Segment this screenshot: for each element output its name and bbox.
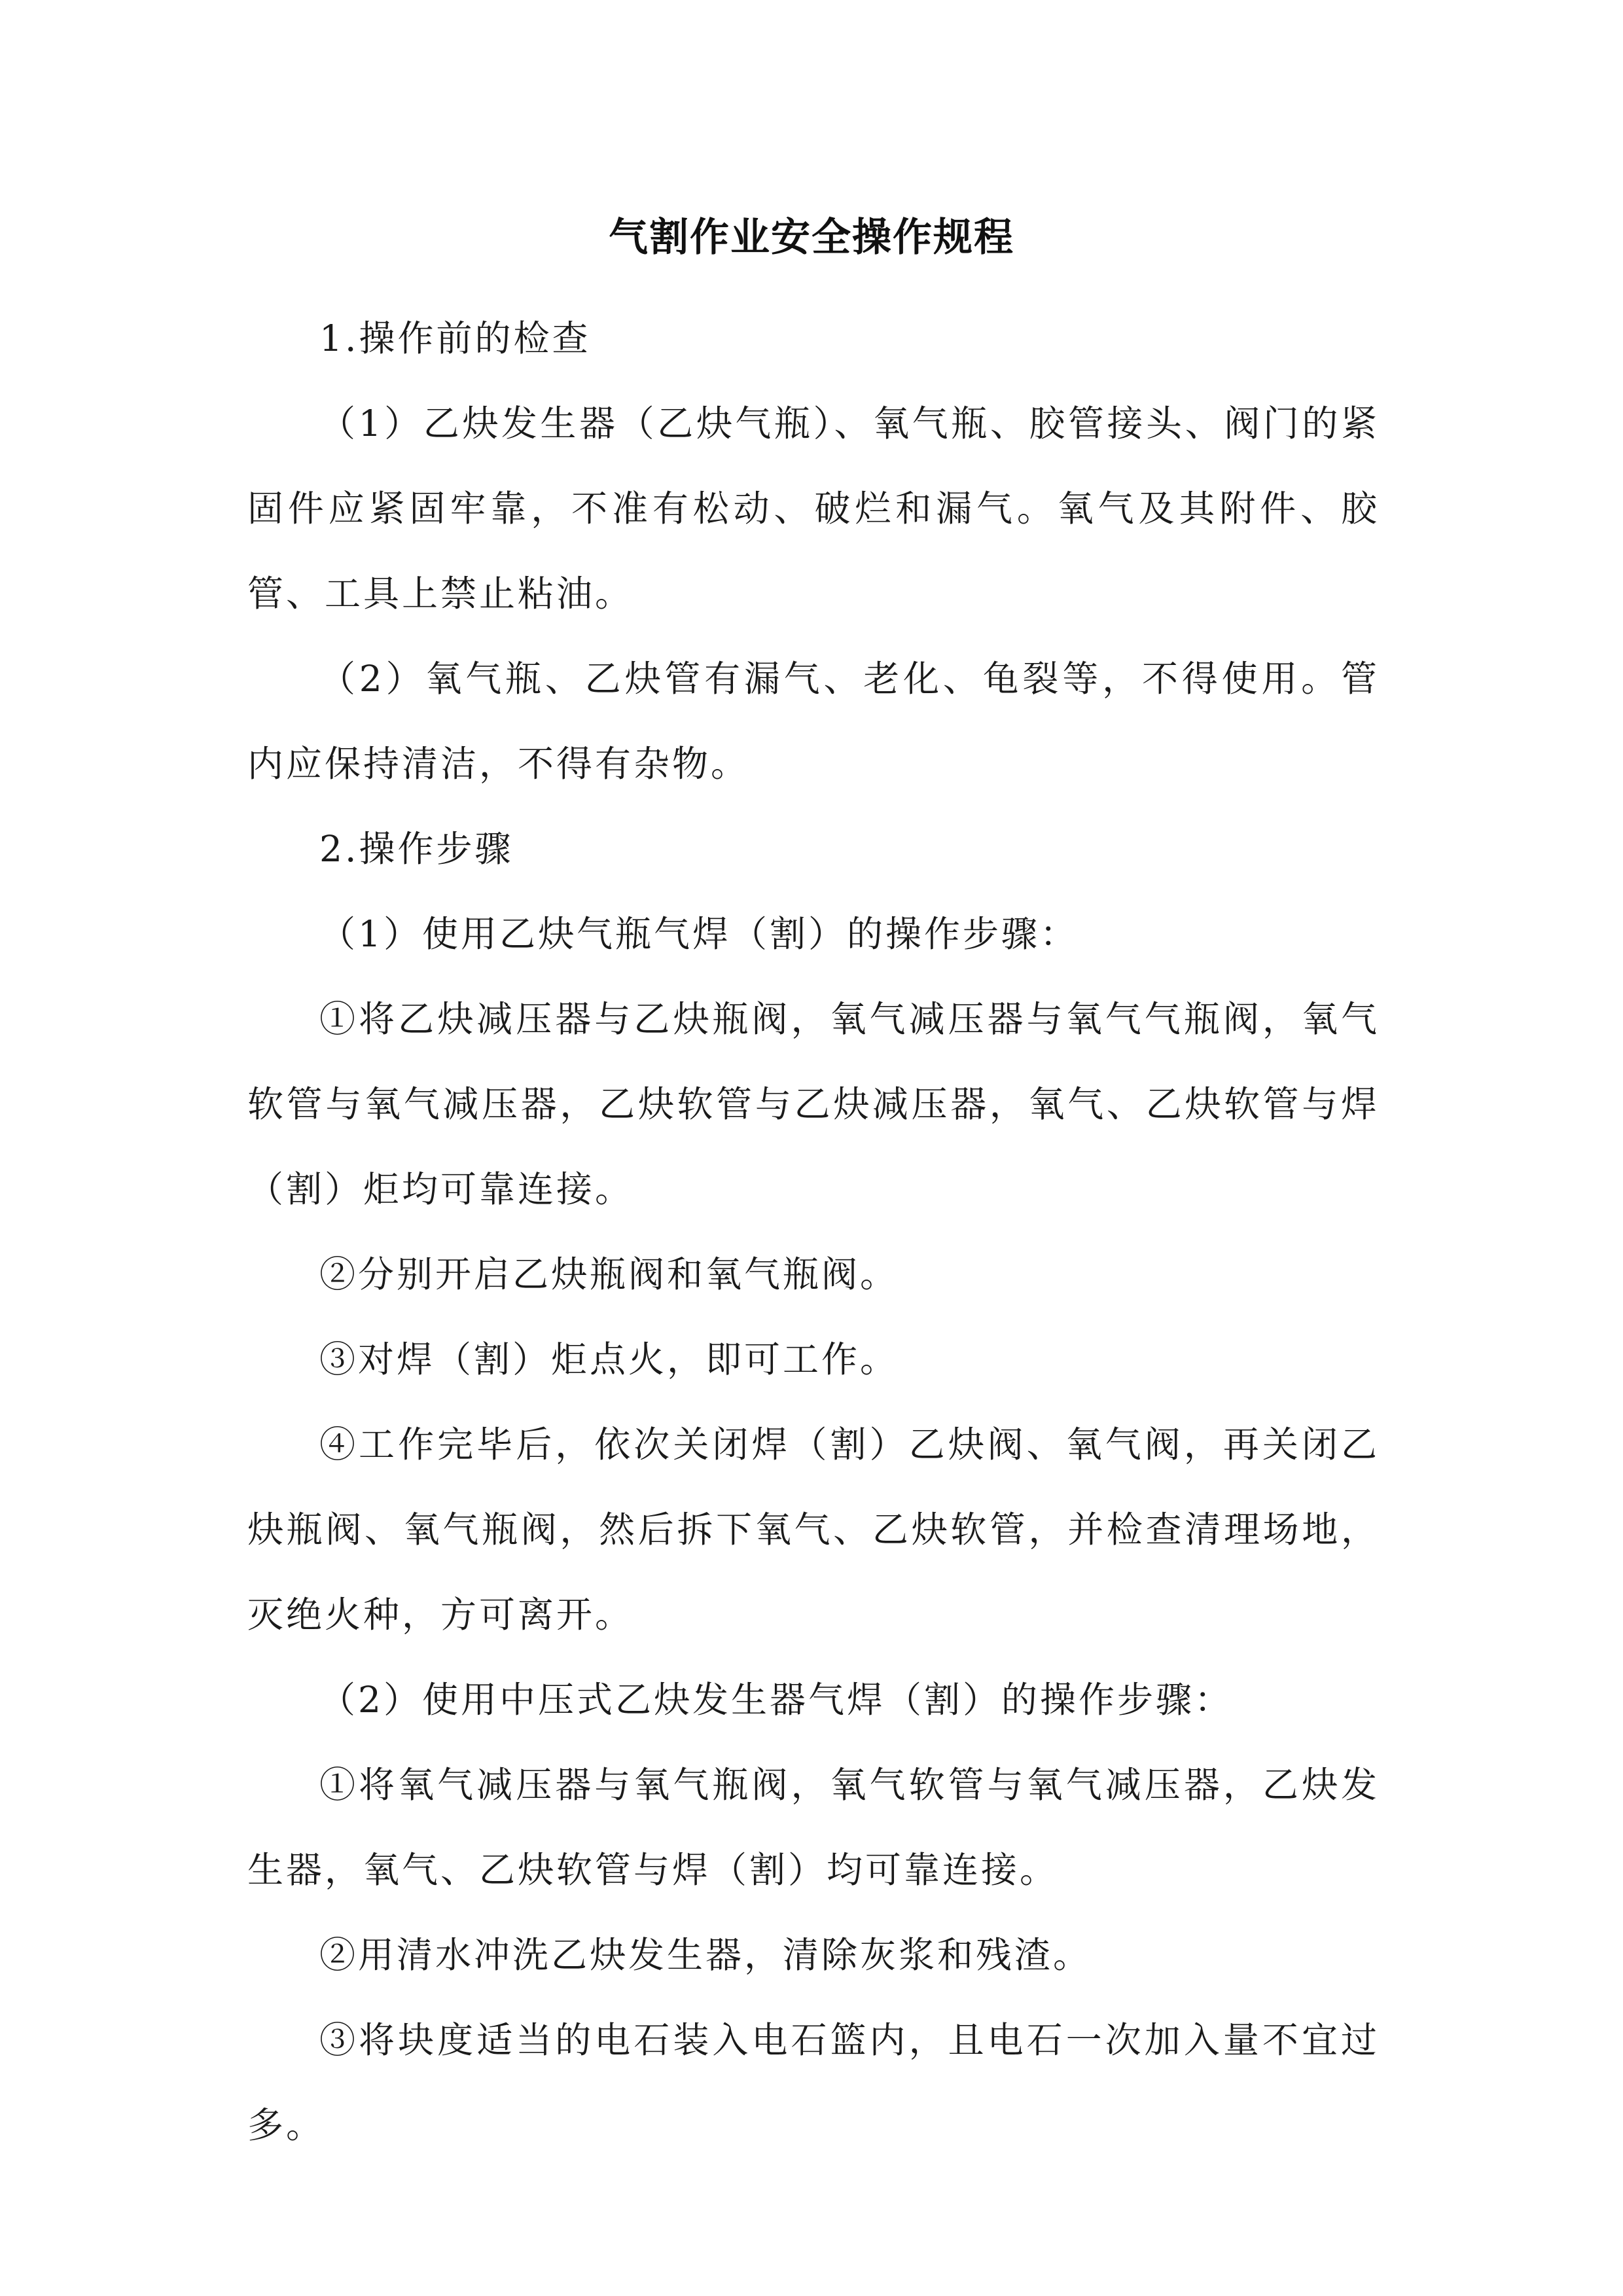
step-item: ③对焊（割）炬点火，即可工作。 — [319, 1338, 899, 1380]
paragraph: （1）乙炔发生器（乙炔气瓶）、氧气瓶、胶管接头、阀门的紧固件应紧固牢靠，不准有松动、破烂和漏气。氧气及其附件、胶管、工具上禁止粘油。 — [247, 403, 1380, 615]
step-item: ③将块度适当的电石装入电石篮内，且电石一次加入量不宜过多。 — [247, 2019, 1380, 2146]
section-heading: 2.操作步骤 — [319, 828, 514, 870]
paragraph: （2）氧气瓶、乙炔管有漏气、老化、龟裂等，不得使用。管内应保持清洁，不得有杂物。 — [247, 658, 1380, 785]
step-item: ①将氧气减压器与氧气瓶阀，氧气软管与氧气减压器，乙炔发生器，氧气、乙炔软管与焊（割）均可靠连接。 — [247, 1764, 1380, 1891]
step-item: ②用清水冲洗乙炔发生器，清除灰浆和残渣。 — [319, 1934, 1092, 1976]
subsection-heading: （2）使用中压式乙炔发生器气焊（割）的操作步骤： — [319, 1679, 1233, 1721]
subsection-heading: （1）使用乙炔气瓶气焊（割）的操作步骤： — [319, 913, 1079, 955]
document-title: 气割作业安全操作规程 — [609, 215, 1014, 260]
section-heading: 1.操作前的检查 — [319, 317, 591, 359]
document-body — [247, 296, 1380, 2168]
step-item: ④工作完毕后，依次关闭焊（割）乙炔阀、氧气阀，再关闭乙炔瓶阀、氧气瓶阀，然后拆下氧气、乙炔软管，并检查清理场地，灭绝火种，方可离开。 — [247, 1424, 1380, 1636]
step-item: ①将乙炔减压器与乙炔瓶阀，氧气减压器与氧气气瓶阀，氧气软管与氧气减压器，乙炔软管与乙炔减压器，氧气、乙炔软管与焊（割）炬均可靠连接。 — [247, 998, 1380, 1210]
step-item: ②分别开启乙炔瓶阀和氧气瓶阀。 — [319, 1253, 899, 1295]
